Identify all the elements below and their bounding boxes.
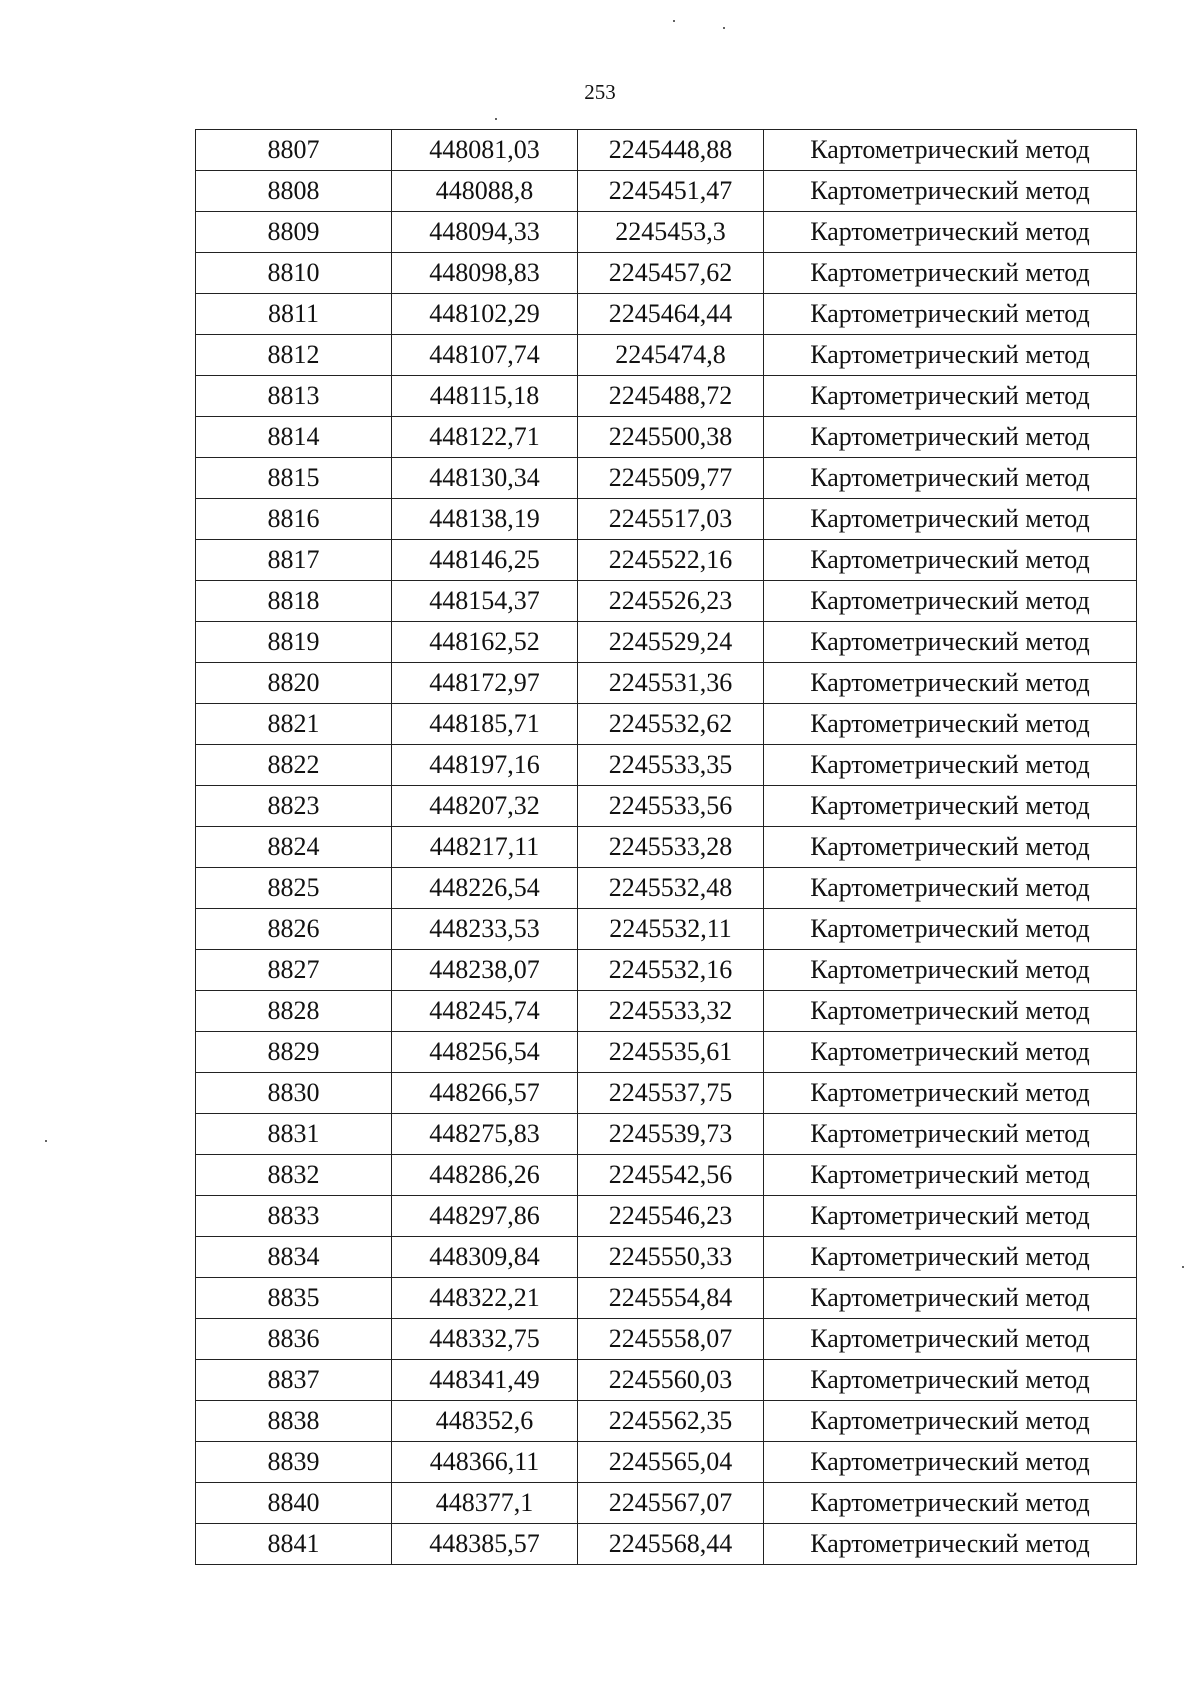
point-number-cell: 8811	[196, 294, 392, 335]
point-number-cell: 8810	[196, 253, 392, 294]
point-number-cell: 8837	[196, 1360, 392, 1401]
method-cell: Картометрический метод	[764, 1114, 1137, 1155]
method-cell: Картометрический метод	[764, 991, 1137, 1032]
y-coordinate-cell: 2245537,75	[578, 1073, 764, 1114]
method-cell: Картометрический метод	[764, 868, 1137, 909]
x-coordinate-cell: 448217,11	[392, 827, 578, 868]
y-coordinate-cell: 2245550,33	[578, 1237, 764, 1278]
point-number-cell: 8840	[196, 1483, 392, 1524]
point-number-cell: 8827	[196, 950, 392, 991]
point-number-cell: 8839	[196, 1442, 392, 1483]
point-number-cell: 8826	[196, 909, 392, 950]
page-number: 253	[584, 80, 616, 104]
method-cell: Картометрический метод	[764, 704, 1137, 745]
y-coordinate-cell: 2245562,35	[578, 1401, 764, 1442]
scan-speck	[673, 20, 675, 22]
y-coordinate-cell: 2245568,44	[578, 1524, 764, 1565]
x-coordinate-cell: 448138,19	[392, 499, 578, 540]
table-row	[196, 909, 1137, 950]
method-cell: Картометрический метод	[764, 1442, 1137, 1483]
y-coordinate-cell: 2245533,28	[578, 827, 764, 868]
point-number-cell: 8825	[196, 868, 392, 909]
table-row	[196, 1155, 1137, 1196]
point-number-cell: 8830	[196, 1073, 392, 1114]
point-number-cell: 8823	[196, 786, 392, 827]
table-row	[196, 581, 1137, 622]
method-cell: Картометрический метод	[764, 581, 1137, 622]
point-number-cell: 8832	[196, 1155, 392, 1196]
point-number-cell: 8821	[196, 704, 392, 745]
table-row	[196, 1114, 1137, 1155]
y-coordinate-cell: 2245567,07	[578, 1483, 764, 1524]
table-row	[196, 704, 1137, 745]
x-coordinate-cell: 448256,54	[392, 1032, 578, 1073]
method-cell: Картометрический метод	[764, 294, 1137, 335]
y-coordinate-cell: 2245526,23	[578, 581, 764, 622]
y-coordinate-cell: 2245457,62	[578, 253, 764, 294]
point-number-cell: 8814	[196, 417, 392, 458]
x-coordinate-cell: 448098,83	[392, 253, 578, 294]
x-coordinate-cell: 448107,74	[392, 335, 578, 376]
x-coordinate-cell: 448385,57	[392, 1524, 578, 1565]
x-coordinate-cell: 448172,97	[392, 663, 578, 704]
x-coordinate-cell: 448094,33	[392, 212, 578, 253]
method-cell: Картометрический метод	[764, 540, 1137, 581]
y-coordinate-cell: 2245464,44	[578, 294, 764, 335]
x-coordinate-cell: 448207,32	[392, 786, 578, 827]
y-coordinate-cell: 2245453,3	[578, 212, 764, 253]
table-row	[196, 130, 1137, 171]
x-coordinate-cell: 448162,52	[392, 622, 578, 663]
point-number-cell: 8828	[196, 991, 392, 1032]
table-row	[196, 745, 1137, 786]
point-number-cell: 8807	[196, 130, 392, 171]
point-number-cell: 8829	[196, 1032, 392, 1073]
point-number-cell: 8808	[196, 171, 392, 212]
scan-speck	[1182, 1266, 1184, 1268]
x-coordinate-cell: 448185,71	[392, 704, 578, 745]
y-coordinate-cell: 2245532,16	[578, 950, 764, 991]
point-number-cell: 8819	[196, 622, 392, 663]
x-coordinate-cell: 448377,1	[392, 1483, 578, 1524]
x-coordinate-cell: 448275,83	[392, 1114, 578, 1155]
method-cell: Картометрический метод	[764, 417, 1137, 458]
y-coordinate-cell: 2245522,16	[578, 540, 764, 581]
y-coordinate-cell: 2245529,24	[578, 622, 764, 663]
x-coordinate-cell: 448341,49	[392, 1360, 578, 1401]
point-number-cell: 8835	[196, 1278, 392, 1319]
table-row	[196, 335, 1137, 376]
table-row	[196, 663, 1137, 704]
scan-speck	[495, 118, 497, 120]
method-cell: Картометрический метод	[764, 1360, 1137, 1401]
y-coordinate-cell: 2245533,35	[578, 745, 764, 786]
point-number-cell: 8831	[196, 1114, 392, 1155]
point-number-cell: 8822	[196, 745, 392, 786]
method-cell: Картометрический метод	[764, 1196, 1137, 1237]
x-coordinate-cell: 448146,25	[392, 540, 578, 581]
x-coordinate-cell: 448130,34	[392, 458, 578, 499]
method-cell: Картометрический метод	[764, 1155, 1137, 1196]
table-row	[196, 1401, 1137, 1442]
table-row	[196, 1032, 1137, 1073]
y-coordinate-cell: 2245531,36	[578, 663, 764, 704]
y-coordinate-cell: 2245539,73	[578, 1114, 764, 1155]
y-coordinate-cell: 2245554,84	[578, 1278, 764, 1319]
point-number-cell: 8813	[196, 376, 392, 417]
method-cell: Картометрический метод	[764, 663, 1137, 704]
y-coordinate-cell: 2245533,32	[578, 991, 764, 1032]
method-cell: Картометрический метод	[764, 1524, 1137, 1565]
x-coordinate-cell: 448088,8	[392, 171, 578, 212]
x-coordinate-cell: 448266,57	[392, 1073, 578, 1114]
method-cell: Картометрический метод	[764, 786, 1137, 827]
table-row	[196, 212, 1137, 253]
method-cell: Картометрический метод	[764, 909, 1137, 950]
y-coordinate-cell: 2245532,48	[578, 868, 764, 909]
x-coordinate-cell: 448233,53	[392, 909, 578, 950]
table-row	[196, 1278, 1137, 1319]
method-cell: Картометрический метод	[764, 253, 1137, 294]
y-coordinate-cell: 2245532,62	[578, 704, 764, 745]
table-row	[196, 1196, 1137, 1237]
point-number-cell: 8809	[196, 212, 392, 253]
x-coordinate-cell: 448309,84	[392, 1237, 578, 1278]
x-coordinate-cell: 448286,26	[392, 1155, 578, 1196]
x-coordinate-cell: 448122,71	[392, 417, 578, 458]
method-cell: Картометрический метод	[764, 1483, 1137, 1524]
point-number-cell: 8841	[196, 1524, 392, 1565]
table-row	[196, 417, 1137, 458]
y-coordinate-cell: 2245500,38	[578, 417, 764, 458]
point-number-cell: 8838	[196, 1401, 392, 1442]
y-coordinate-cell: 2245546,23	[578, 1196, 764, 1237]
table-row	[196, 1483, 1137, 1524]
table-row	[196, 499, 1137, 540]
table-row	[196, 622, 1137, 663]
table-row	[196, 1442, 1137, 1483]
method-cell: Картометрический метод	[764, 745, 1137, 786]
point-number-cell: 8824	[196, 827, 392, 868]
y-coordinate-cell: 2245533,56	[578, 786, 764, 827]
y-coordinate-cell: 2245488,72	[578, 376, 764, 417]
point-number-cell: 8820	[196, 663, 392, 704]
table-row	[196, 1360, 1137, 1401]
table-row	[196, 950, 1137, 991]
x-coordinate-cell: 448238,07	[392, 950, 578, 991]
y-coordinate-cell: 2245448,88	[578, 130, 764, 171]
scan-speck	[45, 1140, 47, 1142]
x-coordinate-cell: 448102,29	[392, 294, 578, 335]
x-coordinate-cell: 448226,54	[392, 868, 578, 909]
method-cell: Картометрический метод	[764, 950, 1137, 991]
y-coordinate-cell: 2245451,47	[578, 171, 764, 212]
table-row	[196, 294, 1137, 335]
coordinates-table	[195, 129, 1137, 1565]
table-row	[196, 1237, 1137, 1278]
table-row	[196, 1073, 1137, 1114]
method-cell: Картометрический метод	[764, 1278, 1137, 1319]
x-coordinate-cell: 448154,37	[392, 581, 578, 622]
scan-speck	[723, 27, 725, 29]
point-number-cell: 8836	[196, 1319, 392, 1360]
x-coordinate-cell: 448081,03	[392, 130, 578, 171]
table-row	[196, 540, 1137, 581]
table-row	[196, 1524, 1137, 1565]
method-cell: Картометрический метод	[764, 1073, 1137, 1114]
point-number-cell: 8812	[196, 335, 392, 376]
point-number-cell: 8834	[196, 1237, 392, 1278]
method-cell: Картометрический метод	[764, 212, 1137, 253]
x-coordinate-cell: 448352,6	[392, 1401, 578, 1442]
y-coordinate-cell: 2245542,56	[578, 1155, 764, 1196]
method-cell: Картометрический метод	[764, 335, 1137, 376]
x-coordinate-cell: 448197,16	[392, 745, 578, 786]
method-cell: Картометрический метод	[764, 1237, 1137, 1278]
table-row	[196, 868, 1137, 909]
method-cell: Картометрический метод	[764, 1032, 1137, 1073]
method-cell: Картометрический метод	[764, 622, 1137, 663]
y-coordinate-cell: 2245532,11	[578, 909, 764, 950]
y-coordinate-cell: 2245509,77	[578, 458, 764, 499]
table-row	[196, 171, 1137, 212]
x-coordinate-cell: 448245,74	[392, 991, 578, 1032]
point-number-cell: 8833	[196, 1196, 392, 1237]
y-coordinate-cell: 2245558,07	[578, 1319, 764, 1360]
y-coordinate-cell: 2245560,03	[578, 1360, 764, 1401]
table-row	[196, 458, 1137, 499]
point-number-cell: 8815	[196, 458, 392, 499]
method-cell: Картометрический метод	[764, 1401, 1137, 1442]
point-number-cell: 8816	[196, 499, 392, 540]
table-row	[196, 786, 1137, 827]
x-coordinate-cell: 448366,11	[392, 1442, 578, 1483]
x-coordinate-cell: 448297,86	[392, 1196, 578, 1237]
table-row	[196, 253, 1137, 294]
x-coordinate-cell: 448332,75	[392, 1319, 578, 1360]
method-cell: Картометрический метод	[764, 130, 1137, 171]
method-cell: Картометрический метод	[764, 1319, 1137, 1360]
coordinates-table-body	[196, 130, 1137, 1565]
method-cell: Картометрический метод	[764, 827, 1137, 868]
point-number-cell: 8818	[196, 581, 392, 622]
y-coordinate-cell: 2245535,61	[578, 1032, 764, 1073]
method-cell: Картометрический метод	[764, 376, 1137, 417]
method-cell: Картометрический метод	[764, 499, 1137, 540]
table-row	[196, 991, 1137, 1032]
y-coordinate-cell: 2245565,04	[578, 1442, 764, 1483]
x-coordinate-cell: 448115,18	[392, 376, 578, 417]
method-cell: Картометрический метод	[764, 458, 1137, 499]
table-row	[196, 376, 1137, 417]
y-coordinate-cell: 2245474,8	[578, 335, 764, 376]
point-number-cell: 8817	[196, 540, 392, 581]
method-cell: Картометрический метод	[764, 171, 1137, 212]
y-coordinate-cell: 2245517,03	[578, 499, 764, 540]
table-row	[196, 1319, 1137, 1360]
table-row	[196, 827, 1137, 868]
x-coordinate-cell: 448322,21	[392, 1278, 578, 1319]
